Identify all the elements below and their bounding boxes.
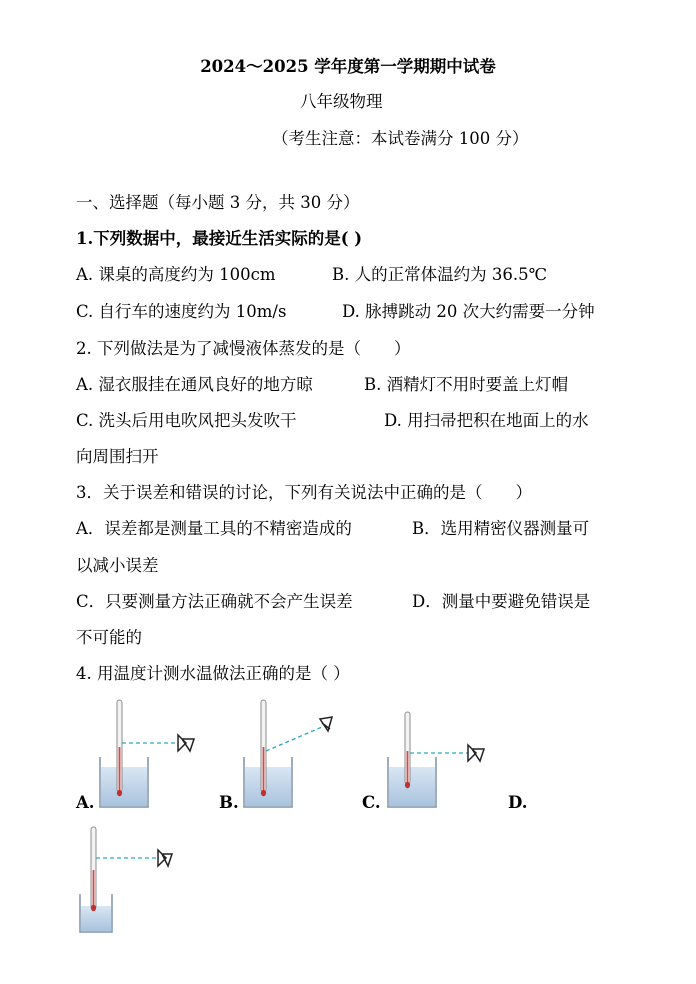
q2-option-d: D. 用扫帚把积在地面上的水	[384, 411, 589, 430]
thermometer-figure-d	[70, 822, 190, 937]
section-heading: 一、选择题（每小题 3 分，共 30 分）	[76, 193, 360, 212]
q4-option-a: A.	[76, 793, 95, 812]
thermometer-figure-b	[234, 695, 354, 815]
q4-option-b: B.	[219, 793, 239, 812]
thermometer-figure-a	[90, 695, 210, 815]
thermometer-figure-c	[378, 705, 498, 815]
q2-option-d-cont: 向周围扫开	[76, 447, 159, 466]
q3-option-b: B．选用精密仪器测量可	[412, 519, 590, 538]
q2-option-c: C. 洗头后用电吹风把头发吹干	[76, 411, 297, 430]
q3-option-a: A．误差都是测量工具的不精密造成的	[76, 519, 352, 538]
exam-title: 2024～2025 学年度第一学期期中试卷	[200, 57, 496, 76]
q2-stem: 2. 下列做法是为了减慢液体蒸发的是（ ）	[76, 339, 411, 358]
q2-option-b: B. 酒精灯不用时要盖上灯帽	[364, 375, 569, 394]
q3-stem: 3．关于误差和错误的讨论，下列有关说法中正确的是（ ）	[76, 483, 532, 502]
exam-note: （考生注意：本试卷满分 100 分）	[272, 129, 529, 148]
q4-option-d: D.	[508, 793, 528, 812]
q1-option-c: C. 自行车的速度约为 10m/s	[76, 302, 287, 321]
q4-option-c: C.	[362, 793, 381, 812]
q3-option-c: C．只要测量方法正确就不会产生误差	[76, 592, 353, 611]
q1-option-d: D. 脉搏跳动 20 次大约需要一分钟	[342, 302, 595, 321]
q3-option-d: D．测量中要避免错误是	[412, 592, 591, 611]
q1-option-b: B. 人的正常体温约为 36.5℃	[332, 265, 548, 284]
q3-option-b-cont: 以减小误差	[76, 556, 159, 575]
q2-option-a: A. 湿衣服挂在通风良好的地方晾	[76, 375, 313, 394]
q4-stem: 4. 用温度计测水温做法正确的是（ ）	[76, 664, 350, 683]
q1-stem: 1.下列数据中，最接近生活实际的是( )	[76, 229, 363, 248]
q1-option-a: A. 课桌的高度约为 100cm	[76, 265, 276, 284]
exam-subtitle: 八年级物理	[300, 92, 383, 111]
q3-option-d-cont: 不可能的	[76, 628, 142, 647]
